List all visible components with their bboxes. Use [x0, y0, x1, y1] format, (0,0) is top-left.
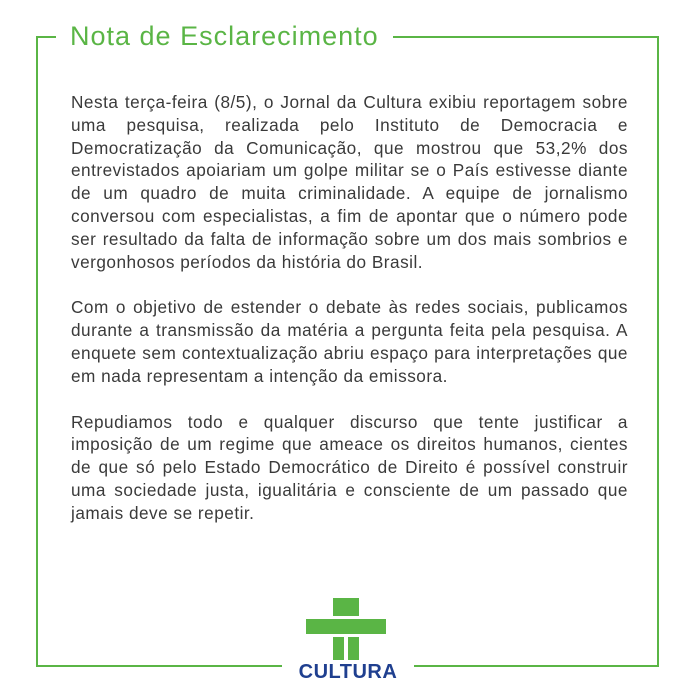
logo-right-stem: [348, 637, 359, 660]
cultura-cross-logo-icon: [306, 598, 386, 660]
paragraph-1: Nesta terça-feira (8/5), o Jornal da Cultura exibiu reportagem sobre uma pesquisa, realizada pelo Instituto de Democracia e Democratização da Comunicação, que mostrou que 53,2% dos entrevistados apoiariam um golpe militar se o País estivesse diante de um quadro de muita criminalidade. A equipe de jornalismo conversou com especialistas, a fim de apontar que o número pode ser resultado da falta de informação sobre um dos mais sombrios e vergonhosos períodos da história do Brasil.: [71, 92, 628, 272]
logo-cross-bar: [306, 619, 386, 634]
note-body: [71, 91, 628, 548]
logo-top-bar: [333, 598, 359, 616]
paragraph-2: Com o objetivo de estender o debate às redes sociais, publicamos durante a transmissão da matéria a pergunta feita pela pesquisa. A enquete sem contextualização abriu espaço para interpretações que em nada representam a intenção da emissora.: [71, 297, 628, 386]
page-title: Nota de Esclarecimento: [56, 16, 393, 56]
logo-left-stem: [333, 637, 344, 660]
cultura-logo: [282, 592, 414, 688]
paragraph-3: Repudiamos todo e qualquer discurso que tente justificar a imposição de um regime que ameace os direitos humanos, cientes de que só pelo Estado Democrático de Direito é possível construir uma sociedade justa, igualitária e consciente de um passado que jamais deve se repetir.: [71, 411, 628, 523]
logo-wordmark: CULTURA: [298, 661, 398, 683]
